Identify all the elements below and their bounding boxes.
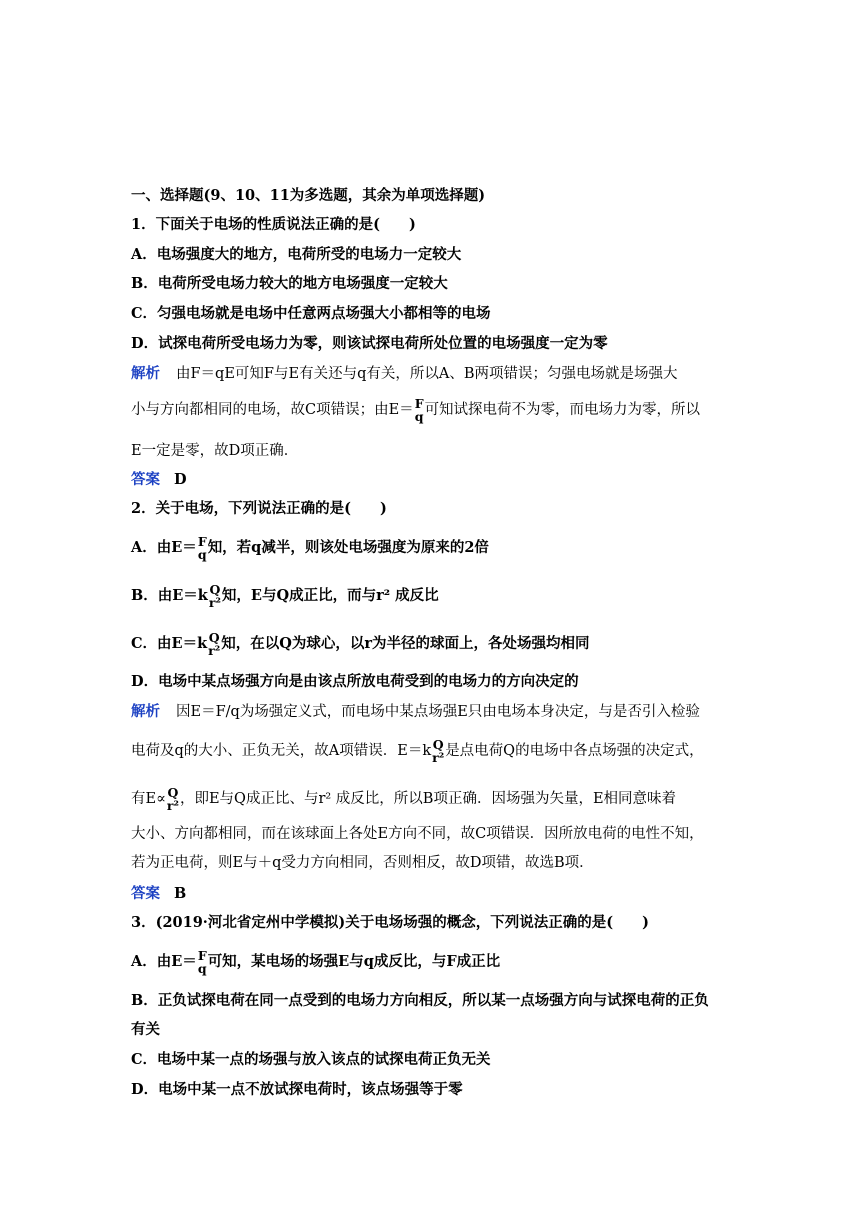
fraction: Q r² — [208, 630, 221, 658]
q2-option-b: B．由E＝k Q r² 知，E与Q成正比，而与r² 成反比 — [131, 582, 439, 610]
q3-option-d: D．电场中某一点不放试探电荷时，该点场强等于零 — [131, 1081, 463, 1098]
fraction: F q — [414, 396, 424, 424]
q1-option-d: D．试探电荷所受电场力为零，则该试探电荷所处位置的电场强度一定为零 — [131, 335, 608, 352]
q3-option-c: C．电场中某一点的场强与放入该点的试探电荷正负无关 — [131, 1051, 491, 1068]
q2-analysis-line-2: 电荷及q的大小、正负无关，故A项错误．E＝k Q r² 是点电荷Q的电场中各点场强的决定式， — [131, 737, 704, 765]
q1-answer: 答案 D — [131, 471, 187, 488]
analysis-label: 解析 — [131, 365, 160, 382]
q1-option-a: A．电场强度大的地方，电荷所受的电场力一定较大 — [131, 246, 462, 263]
q1-analysis-line-3: E一定是零，故D项正确． — [131, 443, 299, 459]
q2-option-d: D．电场中某点场强方向是由该点所放电荷受到的电场力的方向决定的 — [131, 673, 579, 690]
fraction: Q r² — [432, 737, 445, 765]
q3-option-b-line-1: B．正负试探电荷在同一点受到的电场力方向相反，所以某一点场强方向与试探电荷的正负 — [131, 992, 709, 1009]
q1-stem: 1．下面关于电场的性质说法正确的是( ) — [131, 216, 416, 233]
q1-option-c: C．匀强电场就是电场中任意两点场强大小都相等的电场 — [131, 305, 491, 322]
q2-stem: 2．关于电场，下列说法正确的是( ) — [131, 500, 387, 517]
q2-analysis-line-3: 有E∝ Q r² ，即E与Q成正比、与r² 成反比，所以B项正确．因场强为矢量，E相同意味着 — [131, 785, 677, 813]
q2-analysis-line-5: 若为正电荷，则E与＋q受力方向相同，否则相反，故D项错，故选B项． — [131, 855, 594, 871]
q1-option-b: B．电荷所受电场力较大的地方电场强度一定较大 — [131, 275, 448, 292]
fraction: F q — [197, 534, 207, 562]
fraction: Q r² — [208, 582, 221, 610]
analysis-label: 解析 — [131, 703, 160, 720]
q3-option-b-line-2: 有关 — [131, 1021, 160, 1038]
section-title: 一、选择题(9、10、11为多选题，其余为单项选择题) — [131, 187, 486, 204]
q2-option-c: C．由E＝k Q r² 知，在以Q为球心，以r为半径的球面上，各处场强均相同 — [131, 630, 590, 658]
q2-analysis-line-4: 大小、方向都相同，而在该球面上各处E方向不同，故C项错误．因所放电荷的电性不知， — [131, 826, 704, 842]
q2-option-a: A．由E＝ F q 知，若q减半，则该处电场强度为原来的2倍 — [131, 534, 489, 562]
answer-label: 答案 — [131, 885, 160, 902]
fraction: F q — [197, 948, 207, 976]
answer-label: 答案 — [131, 471, 160, 488]
q1-analysis-line-2: 小与方向都相同的电场，故C项错误；由E＝ F q 可知试探电荷不为零，而电场力为零，所以 — [131, 396, 701, 424]
q3-option-a: A．由E＝ F q 可知，某电场的场强E与q成反比，与F成正比 — [131, 948, 501, 976]
q1-analysis-line-1: 解析 由F＝qE可知F与E有关还与q有关，所以A、B两项错误；匀强电场就是场强大 — [131, 365, 678, 382]
q2-answer: 答案 B — [131, 885, 187, 902]
q2-analysis-line-1: 解析 因E＝F/q为场强定义式，而电场中某点场强E只由电场本身决定，与是否引入检验 — [131, 703, 700, 720]
q3-stem: 3．(2019·河北省定州中学模拟)关于电场场强的概念，下列说法正确的是( ) — [131, 914, 649, 931]
fraction: Q r² — [166, 785, 179, 813]
